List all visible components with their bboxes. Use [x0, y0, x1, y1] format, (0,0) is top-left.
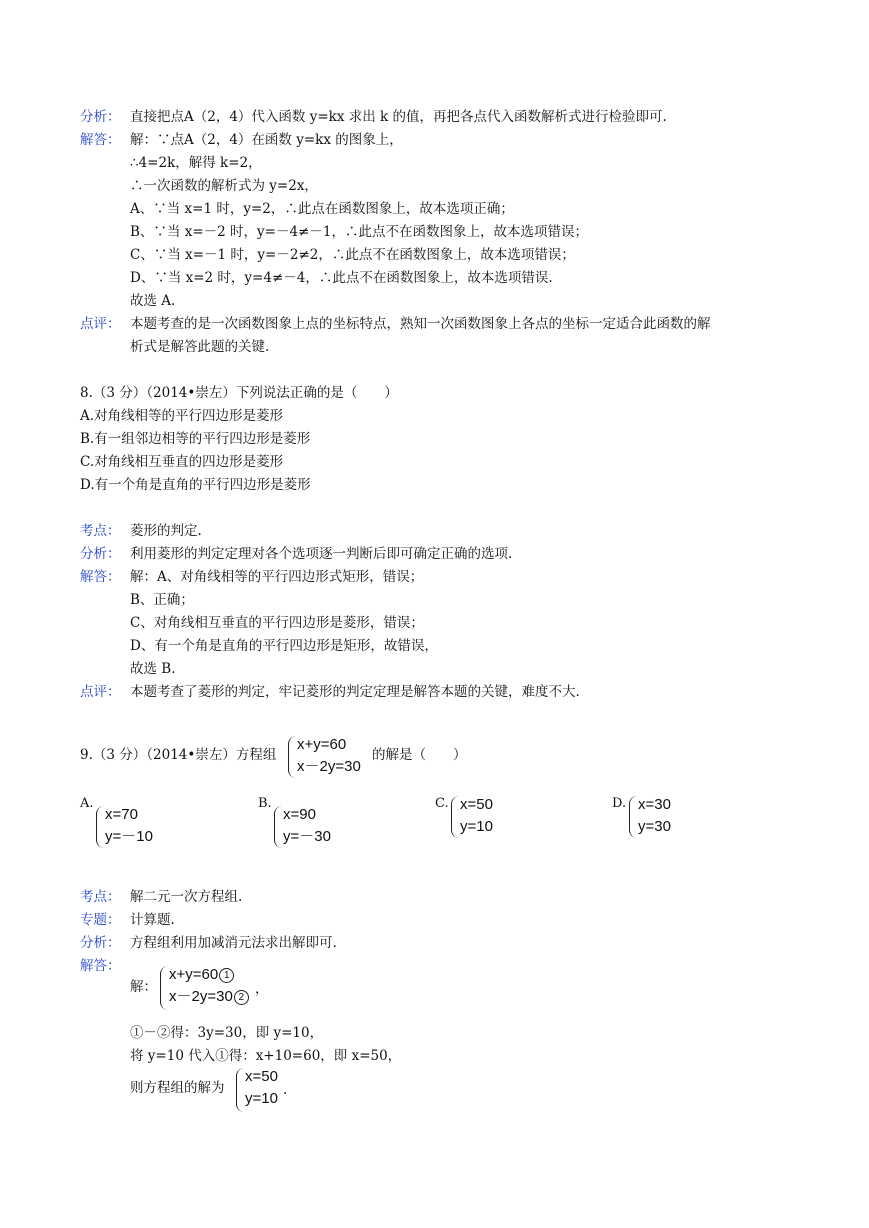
- q9-answer-system: [245, 1066, 278, 1110]
- q9-option-letter: A.: [80, 796, 94, 811]
- q8-comment-label: 点评：: [80, 684, 121, 700]
- q9-option-letter: C.: [435, 796, 449, 811]
- q9-solution-label: 解答：: [80, 958, 121, 974]
- q8-option: A.对角线相等的平行四边形是菱形: [80, 408, 284, 424]
- solution-eq2-text: x－2y=30: [169, 988, 233, 1005]
- q7-solution-line: D、∵当 x=2 时，y=4≠－4，∴此点不在函数图象上，故本选项错误.: [130, 270, 553, 286]
- q9-solution-tail: ，: [255, 981, 269, 997]
- q7-comment-text: 本题考查的是一次函数图象上点的坐标特点，熟知一次函数图象上各点的坐标一定适合此函数的解: [130, 316, 711, 332]
- q8-keypoint-text: 菱形的判定.: [130, 523, 202, 539]
- q7-comment-label: 点评：: [80, 316, 121, 332]
- q9-option-letter: D.: [612, 796, 627, 811]
- q9-option-a: [105, 804, 153, 848]
- q8-solution-label: 解答：: [80, 569, 121, 585]
- q9-solution-jie: 解：: [130, 979, 157, 995]
- q8-option: B.有一组邻边相等的平行四边形是菱形: [80, 431, 311, 447]
- option-eq: x=90: [283, 806, 316, 823]
- q8-analysis-label: 分析：: [80, 546, 121, 562]
- q9-option-b: [283, 804, 331, 848]
- q8-stem: 8.（3 分）（2014•崇左）下列说法正确的是（ ）: [80, 385, 398, 401]
- q8-solution-line: C、对角线相互垂直的平行四边形是菱形，错误；: [130, 615, 424, 631]
- q9-answer-brace: [236, 1068, 244, 1112]
- q8-option: C.对角线相互垂直的四边形是菱形: [80, 454, 284, 470]
- q9-option-letter: B.: [258, 796, 272, 811]
- q9-system-brace: [288, 736, 296, 778]
- q8-keypoint-label: 考点：: [80, 523, 121, 539]
- q8-solution-line: D、有一个角是直角的平行四边形是矩形，故错误，: [130, 638, 438, 654]
- q9-stem-prefix: 9.（3 分）（2014•崇左）方程组: [80, 747, 277, 763]
- answer-eq1: x=50: [245, 1068, 278, 1085]
- q7-solution-line: ∴一次函数的解析式为 y=2x，: [130, 178, 318, 194]
- q8-solution-line: 解：A、对角线相等的平行四边形式矩形，错误；: [130, 569, 424, 585]
- q9-analysis-label: 分析：: [80, 935, 121, 951]
- q7-analysis-label: 分析：: [80, 109, 121, 125]
- q9-keypoint-label: 考点：: [80, 889, 121, 905]
- option-eq: y=－30: [283, 828, 331, 845]
- q7-analysis-text: 直接把点A（2，4）代入函数 y=kx 求出 k 的值，再把各点代入函数解析式进行检验即可.: [130, 109, 667, 125]
- q7-solution-line: 故选 A.: [130, 293, 176, 309]
- option-eq: y=10: [460, 818, 493, 835]
- q9-option-brace: [274, 806, 282, 848]
- solution-eq1: [169, 964, 249, 986]
- answer-eq2: y=10: [245, 1090, 278, 1107]
- q9-answer-tail: .: [283, 1082, 288, 1098]
- q9-analysis-text: 方程组利用加减消元法求出解即可.: [130, 935, 337, 951]
- q8-option: D.有一个角是直角的平行四边形是菱形: [80, 477, 311, 493]
- q7-solution-line: A、∵当 x=1 时，y=2，∴此点在函数图象上，故本选项正确；: [130, 201, 514, 217]
- q8-solution-line: 故选 B.: [130, 661, 176, 677]
- q9-option-brace: [96, 806, 104, 848]
- q8-solution-line: B、正确；: [130, 592, 194, 608]
- q9-option-d: [638, 794, 671, 838]
- solution-eq1-text: x+y=60: [169, 966, 219, 983]
- q7-solution-line: 解：∵点A（2，4）在函数 y=kx 的图象上，: [130, 132, 403, 148]
- solution-eq2: [169, 986, 249, 1008]
- circled-number: 2: [234, 990, 249, 1005]
- option-eq: y=30: [638, 818, 671, 835]
- option-eq: x=50: [460, 796, 493, 813]
- q9-solution-line: ①－②得：3y=30，即 y=10，: [130, 1025, 324, 1041]
- q9-solution-line: 将 y=10 代入①得：x+10=60，即 x=50，: [130, 1048, 402, 1064]
- q9-system-eq2: x－2y=30: [297, 758, 361, 775]
- q9-keypoint-text: 解二元一次方程组.: [130, 889, 243, 905]
- q9-topic-text: 计算题.: [130, 912, 175, 928]
- q9-option-brace: [629, 796, 637, 838]
- option-eq: y=－10: [105, 828, 153, 845]
- q9-option-brace: [451, 796, 459, 838]
- q9-stem-suffix: 的解是（ ）: [372, 747, 467, 763]
- option-eq: x=30: [638, 796, 671, 813]
- q9-system: [297, 734, 361, 778]
- q8-comment-text: 本题考查了菱形的判定，牢记菱形的判定定理是解答本题的关键，难度不大.: [130, 684, 580, 700]
- q9-option-c: [460, 794, 493, 838]
- q7-solution-line: B、∵当 x=－2 时，y=－4≠－1，∴此点不在函数图象上，故本选项错误；: [130, 224, 588, 240]
- q7-solution-label: 解答：: [80, 132, 121, 148]
- q9-solution-system: [169, 964, 249, 1008]
- q9-system-eq1: x+y=60: [297, 736, 347, 753]
- circled-number: 1: [219, 968, 234, 983]
- q7-comment-text: 析式是解答此题的关键.: [130, 339, 270, 355]
- q7-solution-line: C、∵当 x=－1 时，y=－2≠2，∴此点不在函数图象上，故本选项错误；: [130, 247, 575, 263]
- q9-solution-line: 则方程组的解为: [130, 1080, 225, 1096]
- q9-topic-label: 专题：: [80, 912, 121, 928]
- q9-solution-brace: [160, 966, 168, 1010]
- q8-analysis-text: 利用菱形的判定定理对各个选项逐一判断后即可确定正确的选项.: [130, 546, 513, 562]
- option-eq: x=70: [105, 806, 138, 823]
- q7-solution-line: ∴4=2k，解得 k=2，: [130, 155, 262, 171]
